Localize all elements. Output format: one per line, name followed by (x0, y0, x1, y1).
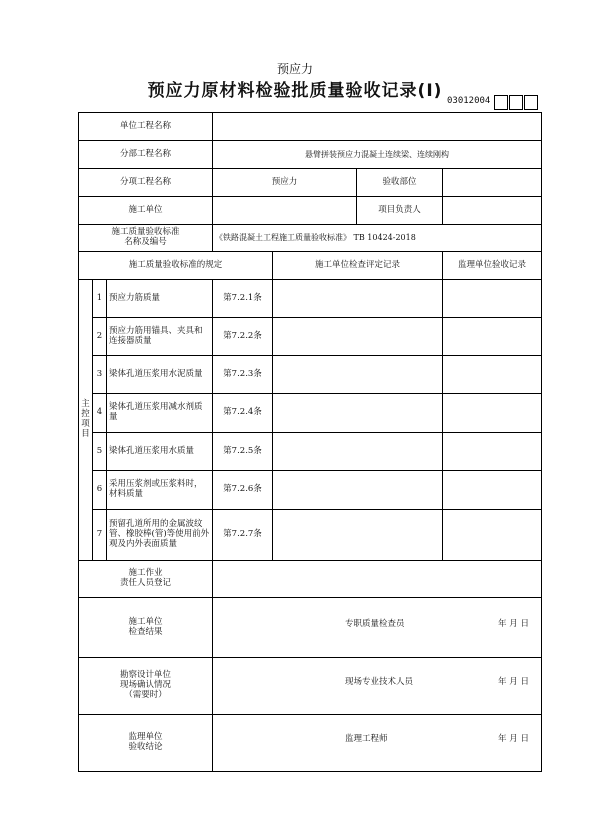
table-row (79, 356, 542, 394)
standard-label-line1: 施工质量验收标准 (111, 227, 180, 238)
column-header-supervision: 监理单位验收记录 (443, 252, 542, 280)
item-no: 5 (93, 433, 107, 471)
design-label-line2: 现场确认情况 (119, 680, 171, 691)
item-no: 6 (93, 471, 107, 510)
design-signer-label: 现场专业技术人员 (345, 677, 414, 688)
item-text: 预应力筋质量 (107, 280, 213, 318)
supervision-cell[interactable] (443, 394, 542, 433)
supervision-conclusion-value[interactable] (213, 715, 542, 772)
unit-project-label: 单位工程名称 (79, 113, 213, 141)
form-code: 03012004 (447, 96, 491, 106)
self-check-cell[interactable] (273, 280, 443, 318)
year-label: 年 (498, 677, 507, 688)
item-no: 4 (93, 394, 107, 433)
year-label: 年 (498, 734, 507, 745)
supervision-label-line2: 验收结论 (128, 742, 163, 752)
supervision-date[interactable] (498, 735, 529, 745)
item-clause: 第7.2.6条 (213, 471, 273, 510)
month-label: 月 (509, 677, 518, 688)
main-control-char-1: 主 (81, 399, 90, 410)
accept-part-value[interactable] (443, 169, 542, 197)
accept-part-label: 验收部位 (357, 169, 443, 197)
supervision-cell[interactable] (443, 280, 542, 318)
item-clause: 第7.2.2条 (213, 318, 273, 356)
supervision-cell[interactable] (443, 471, 542, 510)
self-check-cell[interactable] (273, 510, 443, 561)
day-label: 日 (520, 734, 529, 745)
design-label-line3: （需要时） (124, 689, 167, 700)
day-label: 日 (520, 618, 529, 629)
worker-label-line1: 施工作业 (128, 568, 163, 579)
worker-label (79, 561, 213, 598)
check-date[interactable] (498, 620, 529, 630)
table-row (79, 394, 542, 433)
item-text: 梁体孔道压浆用水泥质量 (107, 356, 213, 394)
table-row (79, 318, 542, 356)
item-project-value[interactable]: 预应力 (213, 169, 357, 197)
self-check-cell[interactable] (273, 394, 443, 433)
top-label: 预应力 (276, 62, 313, 76)
check-result-value[interactable] (213, 598, 542, 658)
item-text: 梁体孔道压浆用减水剂质量 (107, 394, 213, 433)
construction-unit-label: 施工单位 (79, 197, 213, 225)
column-header-rules: 施工质量验收标准的规定 (79, 252, 273, 280)
item-clause: 第7.2.3条 (213, 356, 273, 394)
table-row (79, 433, 542, 471)
worker-label-line2: 责任人员登记 (119, 578, 171, 588)
supervision-cell[interactable] (443, 356, 542, 394)
check-result-label-line1: 施工单位 (128, 616, 163, 627)
item-no: 7 (93, 510, 107, 561)
item-clause: 第7.2.1条 (213, 280, 273, 318)
supervision-cell[interactable] (443, 318, 542, 356)
self-check-cell[interactable] (273, 471, 443, 510)
supervision-label-line1: 监理单位 (128, 732, 163, 743)
design-date[interactable] (498, 678, 529, 688)
main-control-char-2: 控 (81, 409, 90, 420)
standard-label (79, 225, 213, 252)
supervision-cell[interactable] (443, 510, 542, 561)
code-box-2[interactable] (509, 95, 523, 110)
table-row (79, 280, 542, 318)
part-project-value[interactable]: 悬臂拼装预应力混凝土连续梁、连续刚构 (213, 141, 542, 169)
standard-value[interactable]: 《铁路混凝土工程施工质量验收标准》 TB 10424-2018 (213, 225, 542, 252)
column-header-self-check: 施工单位检查评定记录 (273, 252, 443, 280)
inspection-record-table (78, 112, 542, 772)
item-no: 1 (93, 280, 107, 318)
self-check-cell[interactable] (273, 356, 443, 394)
item-no: 2 (93, 318, 107, 356)
item-no: 3 (93, 356, 107, 394)
unit-project-value[interactable] (213, 113, 542, 141)
design-value[interactable] (213, 658, 542, 715)
standard-label-line2: 名称及编号 (124, 237, 167, 247)
self-check-cell[interactable] (273, 318, 443, 356)
check-result-label-line2: 检查结果 (128, 626, 163, 637)
supervision-conclusion-label (79, 715, 213, 772)
item-project-label: 分项工程名称 (79, 169, 213, 197)
supervision-signer-label: 监理工程师 (345, 734, 388, 745)
supervision-cell[interactable] (443, 433, 542, 471)
item-clause: 第7.2.4条 (213, 394, 273, 433)
main-control-char-4: 目 (81, 428, 90, 439)
code-box-3[interactable] (524, 95, 538, 110)
table-row (79, 471, 542, 510)
code-box-1[interactable] (494, 95, 508, 110)
design-label-line1: 勘察设计单位 (119, 670, 171, 681)
project-leader-value[interactable] (443, 197, 542, 225)
page-title: 预应力原材料检验批质量验收记录(Ⅰ) (147, 81, 443, 101)
month-label: 月 (509, 618, 518, 629)
check-result-label (79, 598, 213, 658)
part-project-label: 分部工程名称 (79, 141, 213, 169)
item-text: 采用压浆剂或压浆料时，材料质量 (107, 471, 213, 510)
main-control-char-3: 项 (81, 419, 90, 429)
worker-value[interactable] (213, 561, 542, 598)
item-clause: 第7.2.7条 (213, 510, 273, 561)
construction-unit-value[interactable] (213, 197, 357, 225)
item-text: 预应力筋用锚具、夹具和连接器质量 (107, 318, 213, 356)
item-text: 预留孔道所用的金属波纹管、橡胶棒(管)等使用前外观及内外表面质量 (107, 510, 213, 561)
main-control-label (79, 280, 93, 561)
check-signer-label: 专职质量检查员 (345, 618, 405, 629)
month-label: 月 (509, 734, 518, 745)
item-text: 梁体孔道压浆用水质量 (107, 433, 213, 471)
day-label: 日 (520, 677, 529, 688)
project-leader-label: 项目负责人 (357, 197, 443, 225)
year-label: 年 (498, 618, 507, 629)
design-label (79, 658, 213, 715)
self-check-cell[interactable] (273, 433, 443, 471)
table-row (79, 510, 542, 561)
item-clause: 第7.2.5条 (213, 433, 273, 471)
